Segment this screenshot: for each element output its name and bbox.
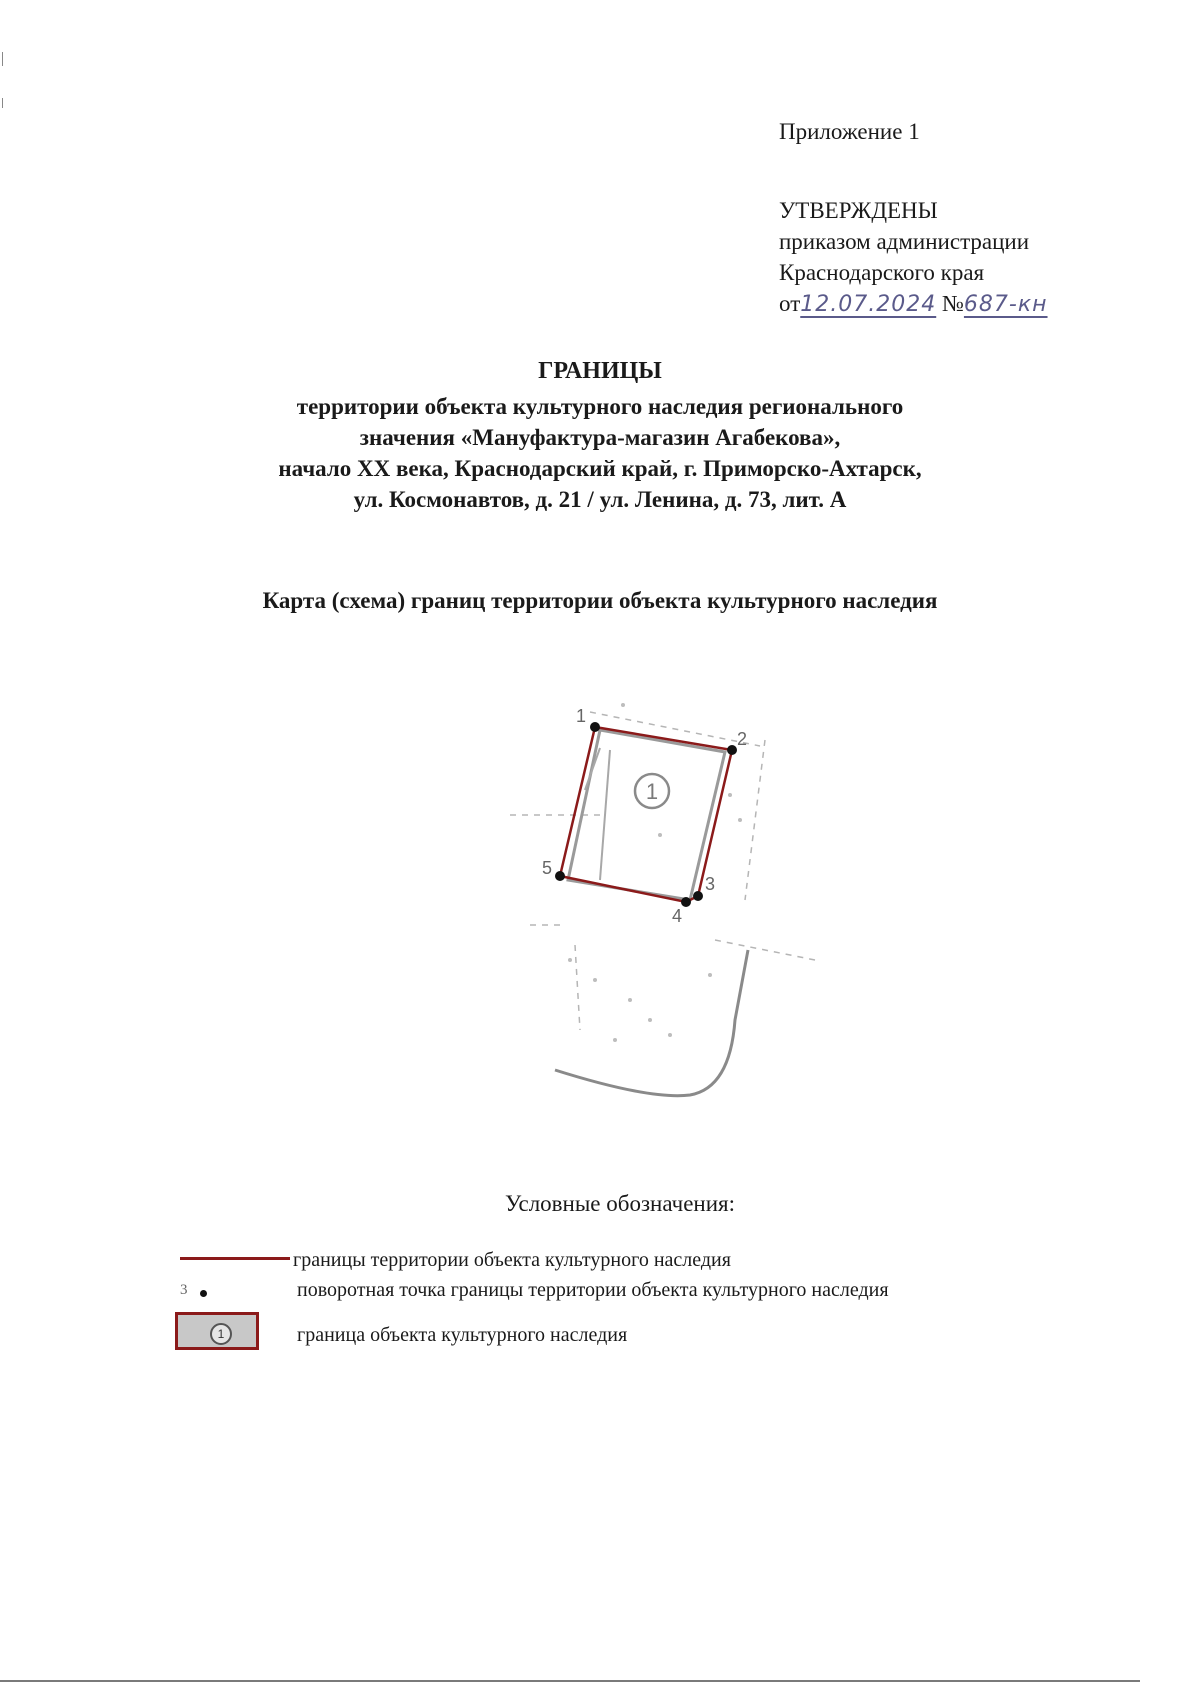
number-prefix: № [941, 291, 964, 316]
order-number: 687-кн [963, 292, 1048, 317]
point-label-2: 2 [737, 729, 748, 749]
object-inner-line [600, 750, 610, 880]
scan-margin-mark [2, 52, 3, 66]
turning-point-1 [590, 722, 600, 732]
approval-block [779, 116, 1048, 320]
legend-point-text: поворотная точка границы территории объекта культурного наследия [297, 1279, 889, 1301]
legend-title: Условные обозначения: [504, 1191, 736, 1216]
object-number-label: 1 [645, 779, 659, 804]
map-bg-line [715, 940, 815, 960]
object-number-symbol: 1 [210, 1323, 232, 1345]
turning-point-3 [693, 891, 703, 901]
legend-object-text: граница объекта культурного наследия [297, 1324, 628, 1346]
page-bottom-rule [0, 1680, 1140, 1682]
point-label-1: 1 [576, 706, 587, 726]
title-line: начало XX века, Краснодарский край, г. Приморско-Ахтарск, [278, 456, 922, 481]
turning-point-4 [681, 897, 691, 907]
date-prefix: от [779, 291, 801, 316]
order-date: 12.07.2024 [800, 292, 937, 317]
boundary-line-symbol [180, 1257, 290, 1260]
point-label-5: 5 [542, 858, 553, 878]
order-label: приказом администрации [779, 229, 1030, 254]
scan-margin-mark [2, 98, 3, 108]
map-bg-line [575, 945, 580, 1030]
point-label-4: 4 [672, 906, 683, 926]
title-line: территории объекта культурного наследия регионального [296, 394, 904, 419]
approved-label: УТВЕРЖДЕНЫ [779, 198, 938, 223]
turning-point-2 [727, 745, 737, 755]
order-date-number [779, 288, 1048, 320]
region-label: Краснодарского края [779, 260, 985, 285]
appendix-label: Приложение 1 [779, 119, 920, 144]
turning-point-5 [555, 871, 565, 881]
street-curb-line [555, 950, 748, 1096]
map-caption: Карта (схема) границ территории объекта культурного наследия [262, 588, 938, 613]
object-boundary-symbol [175, 1312, 259, 1350]
map-bg-line [745, 740, 765, 900]
title-line: значения «Мануфактура-магазин Агабекова», [359, 425, 841, 450]
document-title [0, 356, 1200, 515]
point-label-3: 3 [705, 874, 716, 894]
object-outline [568, 730, 725, 900]
object-inner-line [585, 748, 600, 790]
boundary-map [500, 700, 830, 1100]
title-main: ГРАНИЦЫ [538, 358, 662, 384]
legend-boundary-text: границы территории объекта культурного наследия [293, 1249, 731, 1271]
title-line: ул. Космонавтов, д. 21 / ул. Ленина, д. 73, лит. А [353, 487, 847, 512]
turning-point-symbol [200, 1290, 207, 1297]
point-symbol-label: 3 [180, 1282, 188, 1298]
